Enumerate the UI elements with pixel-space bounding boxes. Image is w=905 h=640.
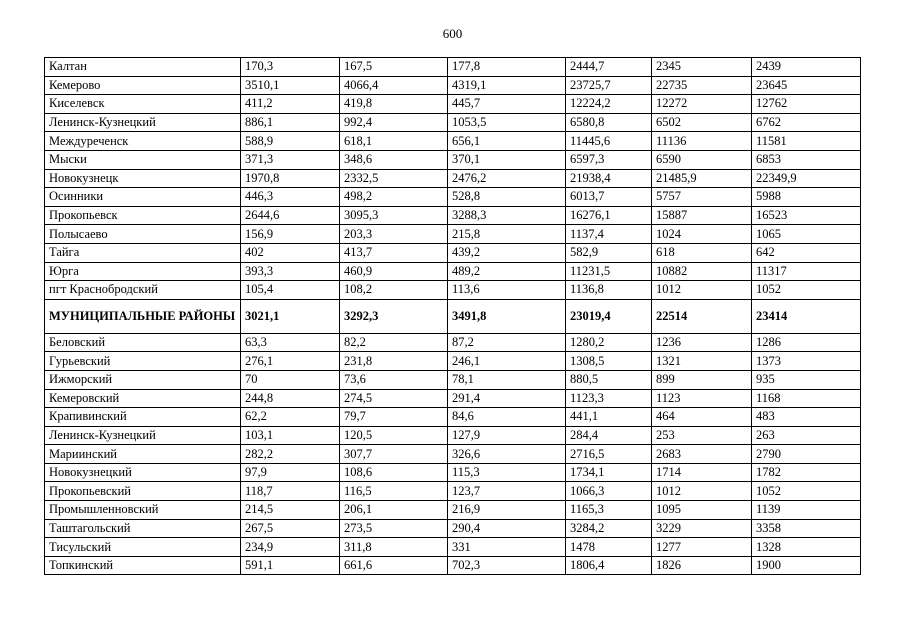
value-cell: 22349,9 — [752, 169, 861, 188]
value-cell: 1123,3 — [566, 389, 652, 408]
value-cell: 2644,6 — [241, 206, 340, 225]
value-cell: 2332,5 — [340, 169, 448, 188]
value-cell: 120,5 — [340, 426, 448, 445]
value-cell: 2444,7 — [566, 58, 652, 77]
value-cell: 103,1 — [241, 426, 340, 445]
value-cell: 263 — [752, 426, 861, 445]
table-row — [45, 556, 861, 575]
value-cell: 23414 — [752, 299, 861, 333]
table-row — [45, 352, 861, 371]
value-cell: 419,8 — [340, 95, 448, 114]
value-cell: 11231,5 — [566, 262, 652, 281]
value-cell: 21485,9 — [652, 169, 752, 188]
value-cell: 588,9 — [241, 132, 340, 151]
value-cell: 215,8 — [448, 225, 566, 244]
value-cell: 1714 — [652, 463, 752, 482]
value-cell: 402 — [241, 243, 340, 262]
value-cell: 108,6 — [340, 463, 448, 482]
value-cell: 10882 — [652, 262, 752, 281]
value-cell: 2345 — [652, 58, 752, 77]
value-cell: 12272 — [652, 95, 752, 114]
value-cell: 498,2 — [340, 188, 448, 207]
row-name-cell: Ижморский — [45, 370, 241, 389]
value-cell: 1478 — [566, 538, 652, 557]
value-cell: 5988 — [752, 188, 861, 207]
table-row — [45, 333, 861, 352]
value-cell: 1782 — [752, 463, 861, 482]
row-name-cell: Кемеровский — [45, 389, 241, 408]
value-cell: 274,5 — [340, 389, 448, 408]
value-cell: 3021,1 — [241, 299, 340, 333]
value-cell: 244,8 — [241, 389, 340, 408]
value-cell: 1321 — [652, 352, 752, 371]
value-cell: 214,5 — [241, 501, 340, 520]
value-cell: 123,7 — [448, 482, 566, 501]
value-cell: 411,2 — [241, 95, 340, 114]
value-cell: 1236 — [652, 333, 752, 352]
row-name-cell: Крапивинский — [45, 408, 241, 427]
value-cell: 348,6 — [340, 150, 448, 169]
value-cell: 23645 — [752, 76, 861, 95]
value-cell: 880,5 — [566, 370, 652, 389]
value-cell: 1052 — [752, 482, 861, 501]
value-cell: 1123 — [652, 389, 752, 408]
value-cell: 115,3 — [448, 463, 566, 482]
value-cell: 6853 — [752, 150, 861, 169]
table-body — [45, 58, 861, 575]
value-cell: 1053,5 — [448, 113, 566, 132]
value-cell: 16276,1 — [566, 206, 652, 225]
value-cell: 656,1 — [448, 132, 566, 151]
value-cell: 992,4 — [340, 113, 448, 132]
value-cell: 591,1 — [241, 556, 340, 575]
row-name-cell: Гурьевский — [45, 352, 241, 371]
row-name-cell: Новокузнецк — [45, 169, 241, 188]
row-name-cell: Таштагольский — [45, 519, 241, 538]
value-cell: 4066,4 — [340, 76, 448, 95]
value-cell: 886,1 — [241, 113, 340, 132]
table-row — [45, 58, 861, 77]
value-cell: 216,9 — [448, 501, 566, 520]
value-cell: 6580,8 — [566, 113, 652, 132]
value-cell: 156,9 — [241, 225, 340, 244]
row-name-cell: Тисульский — [45, 538, 241, 557]
value-cell: 1970,8 — [241, 169, 340, 188]
value-cell: 118,7 — [241, 482, 340, 501]
value-cell: 167,5 — [340, 58, 448, 77]
table-row — [45, 281, 861, 300]
row-name-cell: Кемерово — [45, 76, 241, 95]
value-cell: 23725,7 — [566, 76, 652, 95]
table-row — [45, 463, 861, 482]
row-name-cell: Междуреченск — [45, 132, 241, 151]
value-cell: 97,9 — [241, 463, 340, 482]
value-cell: 1139 — [752, 501, 861, 520]
value-cell: 70 — [241, 370, 340, 389]
table-row — [45, 169, 861, 188]
row-name-cell: Ленинск-Кузнецкий — [45, 113, 241, 132]
value-cell: 439,2 — [448, 243, 566, 262]
table-row — [45, 408, 861, 427]
table-row — [45, 150, 861, 169]
row-name-cell: Тайга — [45, 243, 241, 262]
value-cell: 170,3 — [241, 58, 340, 77]
value-cell: 127,9 — [448, 426, 566, 445]
value-cell: 3284,2 — [566, 519, 652, 538]
value-cell: 6502 — [652, 113, 752, 132]
value-cell: 2683 — [652, 445, 752, 464]
value-cell: 3095,3 — [340, 206, 448, 225]
row-name-cell: Новокузнецкий — [45, 463, 241, 482]
value-cell: 78,1 — [448, 370, 566, 389]
value-cell: 582,9 — [566, 243, 652, 262]
row-name-cell: Промышленновский — [45, 501, 241, 520]
value-cell: 528,8 — [448, 188, 566, 207]
value-cell: 3510,1 — [241, 76, 340, 95]
row-name-cell: Мариинский — [45, 445, 241, 464]
value-cell: 413,7 — [340, 243, 448, 262]
value-cell: 234,9 — [241, 538, 340, 557]
value-cell: 2439 — [752, 58, 861, 77]
value-cell: 2716,5 — [566, 445, 652, 464]
value-cell: 73,6 — [340, 370, 448, 389]
value-cell: 84,6 — [448, 408, 566, 427]
value-cell: 1373 — [752, 352, 861, 371]
value-cell: 253 — [652, 426, 752, 445]
table-row — [45, 482, 861, 501]
value-cell: 206,1 — [340, 501, 448, 520]
value-cell: 311,8 — [340, 538, 448, 557]
value-cell: 1900 — [752, 556, 861, 575]
value-cell: 116,5 — [340, 482, 448, 501]
value-cell: 16523 — [752, 206, 861, 225]
value-cell: 1165,3 — [566, 501, 652, 520]
value-cell: 5757 — [652, 188, 752, 207]
value-cell: 203,3 — [340, 225, 448, 244]
value-cell: 12224,2 — [566, 95, 652, 114]
value-cell: 1066,3 — [566, 482, 652, 501]
value-cell: 12762 — [752, 95, 861, 114]
row-name-cell: Мыски — [45, 150, 241, 169]
row-name-cell: Калтан — [45, 58, 241, 77]
value-cell: 113,6 — [448, 281, 566, 300]
value-cell: 1806,4 — [566, 556, 652, 575]
value-cell: 6762 — [752, 113, 861, 132]
value-cell: 21938,4 — [566, 169, 652, 188]
value-cell: 1328 — [752, 538, 861, 557]
value-cell: 371,3 — [241, 150, 340, 169]
row-name-cell: МУНИЦИПАЛЬНЫЕ РАЙОНЫ — [45, 299, 241, 333]
value-cell: 22514 — [652, 299, 752, 333]
value-cell: 11136 — [652, 132, 752, 151]
value-cell: 331 — [448, 538, 566, 557]
table-row — [45, 262, 861, 281]
value-cell: 105,4 — [241, 281, 340, 300]
value-cell: 1308,5 — [566, 352, 652, 371]
value-cell: 1826 — [652, 556, 752, 575]
value-cell: 108,2 — [340, 281, 448, 300]
row-name-cell: Полысаево — [45, 225, 241, 244]
table-row — [45, 243, 861, 262]
value-cell: 1168 — [752, 389, 861, 408]
value-cell: 489,2 — [448, 262, 566, 281]
row-name-cell: Топкинский — [45, 556, 241, 575]
value-cell: 284,4 — [566, 426, 652, 445]
value-cell: 15887 — [652, 206, 752, 225]
value-cell: 6597,3 — [566, 150, 652, 169]
value-cell: 3292,3 — [340, 299, 448, 333]
value-cell: 2790 — [752, 445, 861, 464]
row-name-cell: Прокопьевский — [45, 482, 241, 501]
value-cell: 1024 — [652, 225, 752, 244]
table-row — [45, 113, 861, 132]
value-cell: 267,5 — [241, 519, 340, 538]
row-name-cell: пгт Краснобродский — [45, 281, 241, 300]
value-cell: 483 — [752, 408, 861, 427]
row-name-cell: Беловский — [45, 333, 241, 352]
table-row — [45, 370, 861, 389]
value-cell: 231,8 — [340, 352, 448, 371]
value-cell: 1136,8 — [566, 281, 652, 300]
value-cell: 11317 — [752, 262, 861, 281]
value-cell: 1280,2 — [566, 333, 652, 352]
value-cell: 1137,4 — [566, 225, 652, 244]
value-cell: 177,8 — [448, 58, 566, 77]
value-cell: 1012 — [652, 281, 752, 300]
value-cell: 307,7 — [340, 445, 448, 464]
table-row — [45, 132, 861, 151]
value-cell: 702,3 — [448, 556, 566, 575]
table-row — [45, 225, 861, 244]
value-cell: 464 — [652, 408, 752, 427]
value-cell: 282,2 — [241, 445, 340, 464]
value-cell: 460,9 — [340, 262, 448, 281]
value-cell: 326,6 — [448, 445, 566, 464]
table-row — [45, 426, 861, 445]
value-cell: 4319,1 — [448, 76, 566, 95]
value-cell: 441,1 — [566, 408, 652, 427]
value-cell: 661,6 — [340, 556, 448, 575]
value-cell: 1065 — [752, 225, 861, 244]
value-cell: 62,2 — [241, 408, 340, 427]
value-cell: 1286 — [752, 333, 861, 352]
value-cell: 618 — [652, 243, 752, 262]
row-name-cell: Юрга — [45, 262, 241, 281]
value-cell: 63,3 — [241, 333, 340, 352]
table-row — [45, 445, 861, 464]
value-cell: 642 — [752, 243, 861, 262]
table-row — [45, 188, 861, 207]
value-cell: 3491,8 — [448, 299, 566, 333]
value-cell: 79,7 — [340, 408, 448, 427]
table-row — [45, 501, 861, 520]
value-cell: 1052 — [752, 281, 861, 300]
page-number: 600 — [442, 26, 463, 41]
value-cell: 82,2 — [340, 333, 448, 352]
value-cell: 393,3 — [241, 262, 340, 281]
table-row — [45, 389, 861, 408]
value-cell: 618,1 — [340, 132, 448, 151]
table-row — [45, 95, 861, 114]
value-cell: 290,4 — [448, 519, 566, 538]
row-name-cell: Киселевск — [45, 95, 241, 114]
value-cell: 246,1 — [448, 352, 566, 371]
value-cell: 23019,4 — [566, 299, 652, 333]
value-cell: 2476,2 — [448, 169, 566, 188]
value-cell: 273,5 — [340, 519, 448, 538]
value-cell: 935 — [752, 370, 861, 389]
table-row — [45, 206, 861, 225]
value-cell: 276,1 — [241, 352, 340, 371]
value-cell: 87,2 — [448, 333, 566, 352]
value-cell: 445,7 — [448, 95, 566, 114]
value-cell: 6013,7 — [566, 188, 652, 207]
value-cell: 11581 — [752, 132, 861, 151]
value-cell: 1734,1 — [566, 463, 652, 482]
value-cell: 6590 — [652, 150, 752, 169]
value-cell: 370,1 — [448, 150, 566, 169]
value-cell: 3229 — [652, 519, 752, 538]
value-cell: 11445,6 — [566, 132, 652, 151]
table-row — [45, 519, 861, 538]
value-cell: 3288,3 — [448, 206, 566, 225]
value-cell: 1277 — [652, 538, 752, 557]
value-cell: 1095 — [652, 501, 752, 520]
value-cell: 1012 — [652, 482, 752, 501]
table-row — [45, 538, 861, 557]
value-cell: 22735 — [652, 76, 752, 95]
data-table — [44, 57, 861, 575]
table-row — [45, 76, 861, 95]
value-cell: 291,4 — [448, 389, 566, 408]
row-name-cell: Ленинск-Кузнецкий — [45, 426, 241, 445]
row-name-cell: Прокопьевск — [45, 206, 241, 225]
value-cell: 3358 — [752, 519, 861, 538]
value-cell: 899 — [652, 370, 752, 389]
value-cell: 446,3 — [241, 188, 340, 207]
table-row-section — [45, 299, 861, 333]
row-name-cell: Осинники — [45, 188, 241, 207]
